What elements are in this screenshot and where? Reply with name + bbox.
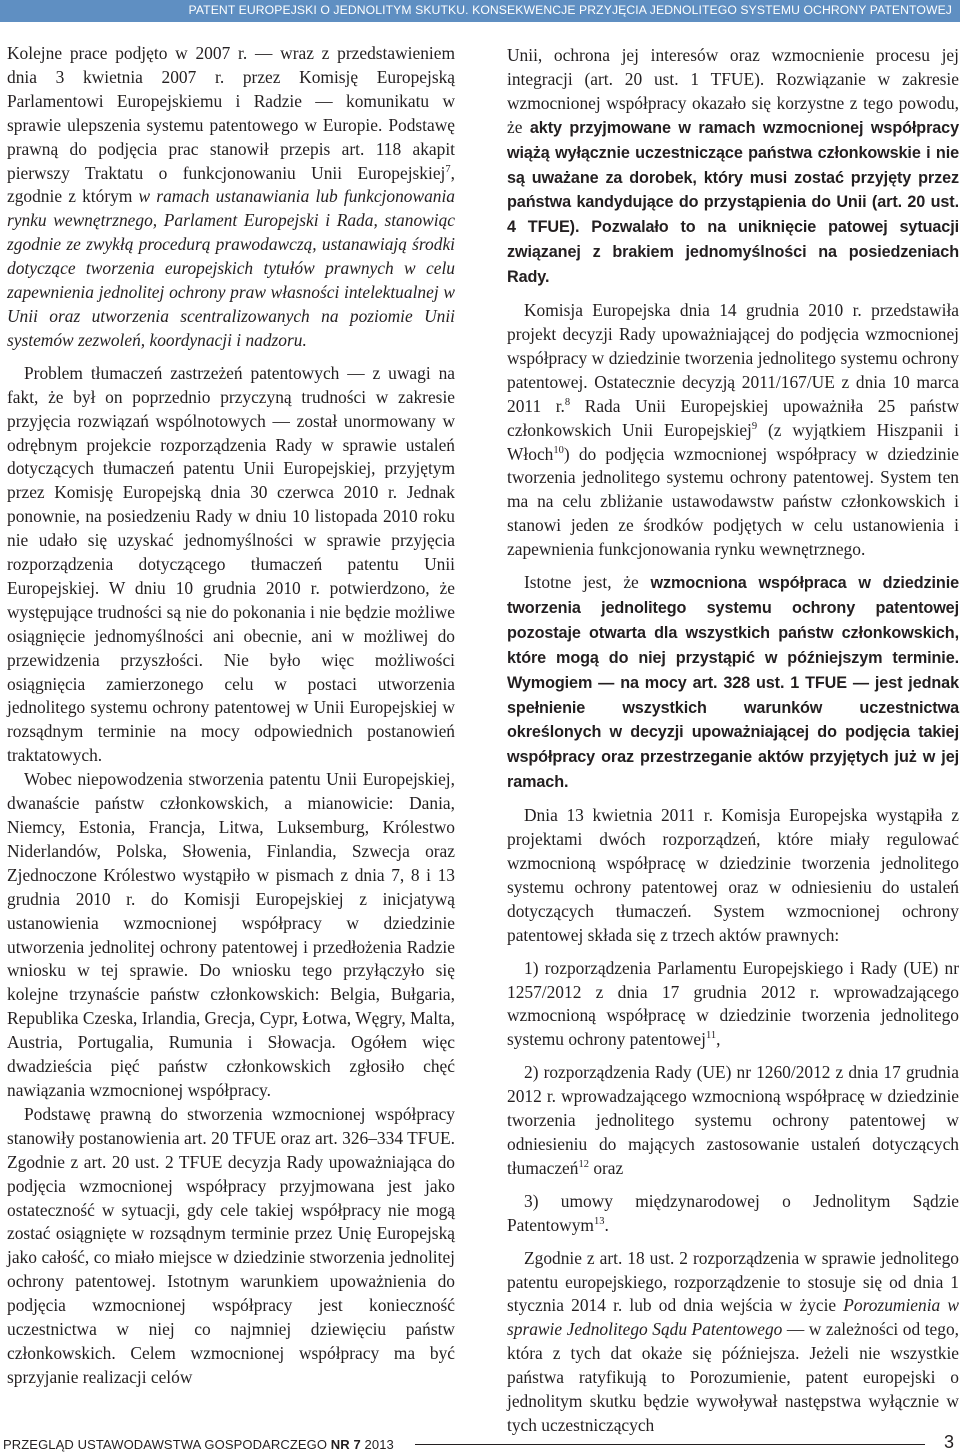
footnote-ref: 13 [593,1215,605,1227]
issue-year: 2013 [364,1437,394,1452]
paragraph: Problem tłumaczeń zastrzeżeń patentowych — z uwagi na fakt, że był on poprzednio przyczyną trudności w zakresie przyjęcia rozwiązań wspólnotowych — został unormowany w odrębnym projekcie rozporządzenia Rady w sprawie ustaleń dotyczących tłumaczeń patentu Unii Europejskiej, przyjętym przez Komisję Europejską dnia 30 czerwca 2010 r. Jednak ponownie, na posiedzeniu Rady w dniu 10 listopada 2010 roku nie udało się uzyskać jednomyślności w sprawie przyjęcia rozporządzenia dotyczącego tłumaczeń patentu Unii Europejskiej. W dniu 10 grudnia 2010 r. potwierdzono, że występujące trudności są nie do pokonania i nie będzie możliwe osiągnięcie jednomyślności ani obecnie, ani w możliwej do przewidzenia przyszłości. Nie było więc możliwości osiągnięcia zamierzonego celu w postaci utworzenia jednolitego systemu ochrony patentowej w Unii Europejskiej w rozsądnym terminie na mocy odpowiednich postanowień traktatowych. [7,362,455,766]
paragraph: Dnia 13 kwietnia 2011 r. Komisja Europejska wystąpiła z projektami dwóch rozporządzeń, które miały regulować wzmocnioną współpracę w dziedzinie tworzenia jednolitego systemu ochrony patentowej oraz w odniesieniu do ustaleń dotyczących tłumaczeń. System wzmocnionej ochrony patentowej składa się z trzech aktów prawnych: [507,805,959,945]
issue-number: NR 7 [330,1437,361,1452]
page-number: 3 [943,1432,954,1452]
footnote-ref: 10 [553,444,564,456]
paragraph: Zgodnie z art. 18 ust. 2 rozporządzenia w sprawie jednolitego patentu europejskiego, rozporządzenie to stosuje się od dnia 1 stycznia 2014 r. lub od dnia wejścia w życie Porozumienia w sprawie Jednolitego Sądu Patentowego — w zależności od tego, która z tych dat okaże się późniejsza. Jeżeli nie wszystkie państwa ratyfikują to Porozumienie, patent europejski o jednolitym skutku będzie wywoływał następstwa wyłącznie w tych uczestniczących [507,1247,959,1435]
footnote-ref: 12 [578,1158,589,1170]
paragraph: Kolejne prace podjęto w 2007 r. — wraz z przedstawieniem dnia 3 kwietnia 2007 r. przez Komisję Europejską Parlamentowi Europejskiemu i Radzie — komunikatu w sprawie ulepszenia systemu patentowego w Europie. Podstawę prawną do podjęcia prac stanowił przepis art. 118 akapit pierwszy Traktatu o funkcjonowaniu Unii Europejskiej$^7$, zgodnie z którym w ramach ustanawiania lub funkcjonowania rynku wewnętrznego, Parlament Europejski i Rada, stanowiąc zgodnie ze zwykłą procedurą prawodawczą, ustanawiają środki dotyczące tworzenia europejskich tytułów prawnych w celu zapewnienia jednolitej ochrony praw własności intelektualnej w Unii oraz utworzenia scentralizowanych na poziomie Unii systemów zezwoleń, koordynacji i nadzoru. [7,43,455,350]
list-item: 3) umowy międzynarodowej o Jednolitym Sądzie Patentowym$^{13}$. [507,1190,959,1235]
running-header-bar [0,0,960,22]
paragraph: Istotne jest, że wzmocniona współpraca w dziedzinie tworzenia jednolitego systemu ochrony patentowej pozostaje otwarta dla wszystkich państw członkowskich, które mogą do niej przystąpić w późniejszym terminie. Wymogiem — na mocy art. 328 ust. 1 TFUE — jest jednak spełnienie wszystkich warunków uczestnictwa określonych w decyzji upoważniającej do podjęcia takiej współpracy oraz przestrzeganie aktów przyjętych już w jej ramach. [507,572,960,792]
journal-name: PRZEGLĄD USTAWODAWSTWA GOSPODARCZEGO [3,1437,328,1452]
footnote-ref: 7 [445,163,451,175]
left-column [7,42,455,1390]
paragraph: Unii, ochrona jej interesów oraz wzmocnienie procesu jej integracji (art. 20 ust. 1 TFUE). Rozwiązanie w zakresie wzmocnionej współpracy okazało się korzystne z tego powodu, że akty przyjmowane w ramach wzmocnionej współpracy wiążą wyłącznie uczestniczące państwa członkowskie i nie są uważane za dorobek, który musi zostać przyjęty przez państwa kandydujące do przystąpienia do Unii (art. 20 ust. 4 TFUE). Pozwalało to na uniknięcie patowej sytuacji związanej z brakiem jednomyślności na posiedzeniach Rady. [507,45,959,287]
running-header-title: PATENT EUROPEJSKI O JEDNOLITYM SKUTKU. KONSEKWENCJE PRZYJĘCIA JEDNOLITEGO SYSTEMU OCHRONY PATENTOWEJ [188,3,952,17]
footnote-ref: 11 [705,1030,717,1042]
right-column [507,44,959,1438]
footer-divider [415,1444,925,1445]
footnote-ref: 8 [564,396,571,408]
paragraph: Wobec niepowodzenia stworzenia patentu Unii Europejskiej, dwanaście państw członkowskich, a mianowicie: Dania, Niemcy, Estonia, Francja, Litwa, Luksemburg, Królestwo Niderlandów, Polska, Słowenia, Finlandia, Szwecja oraz Zjednoczone Królestwo wystąpiło w pismach z dnia 7, 8 i 13 grudnia 2010 r. do Komisji Europejskiej z inicjatywą ustanowienia wzmocnionej współpracy w dziedzinie utworzenia jednolitej ochrony patentowej i przedłożenia Radzie wniosku w tej sprawie. Do wniosku tego przyłączyło się kolejne trzynaście państw członkowskich: Belgia, Bułgaria, Republika Czeska, Irlandia, Grecja, Cypr, Łotwa, Węgry, Malta, Austria, Portugalia, Rumunia i Słowacja. Ogółem więc dwadzieścia pięć państw członkowskich zgłosiło chęć nawiązania wzmocnionej współpracy. [7,769,455,1100]
footer-journal [3,1437,394,1452]
paragraph: Komisja Europejska dnia 14 grudnia 2010 r. przedstawiła projekt decyzji Rady upoważniającej do podjęcia wzmocnionej współpracy w dziedzinie tworzenia jednolitego systemu ochrony patentowej. Ostatecznie decyzją 2011/167/UE z dnia 10 marca 2011 r.$^8$ Rada Unii Europejskiej upoważniła 25 państw członkowskich Unii Europejskiej$^9$ (z wyjątkiem Hiszpanii i Włoch$^{10}$) do podjęcia wzmocnionej współpracy w dziedzinie tworzenia jednolitego systemu ochrony patentowej. System ten ma na celu zbliżanie ustawodawstw państw członkowskich i stanowi jeden ze środków podjętych w celu ustanowienia i zapewnienia funkcjonowania rynku wewnętrznego. [507,300,959,560]
list-item: 1) rozporządzenia Parlamentu Europejskiego i Rady (UE) nr 1257/2012 z dnia 17 grudnia 2012 r. wprowadzającego wzmocnioną współpracę w dziedzinie tworzenia jednolitego systemu ochrony patentowej$^{11}$, [507,957,959,1050]
list-item: 2) rozporządzenia Rady (UE) nr 1260/2012 z dnia 17 grudnia 2012 r. wprowadzającego wzmocnioną współpracę w dziedzinie tworzenia jednolitego systemu ochrony patentowej w odniesieniu do mających zastosowanie ustaleń dotyczących tłumaczeń$^{12}$ oraz [507,1062,959,1178]
footnote-ref: 9 [751,420,758,432]
paragraph: Podstawę prawną do stworzenia wzmocnionej współpracy stanowiły postanowienia art. 20 TFUE oraz art. 326–334 TFUE. Zgodnie z art. 20 ust. 2 TFUE decyzja Rady upoważniająca do podjęcia wzmocnionej współpracy przyjmowana jest jako ostateczność w sytuacji, gdy cele takiej współpracy nie mogą zostać osiągnięte w rozsądnym terminie przez Unię Europejską jako całość, co miało miejsce w dziedzinie stworzenia jednolitej ochrony patentowej. Istotnym warunkiem upoważnienia do podjęcia wzmocnionej współpracy jest konieczność uczestnictwa w niej co najmniej dziewięciu państw członkowskich. Celem wzmocnionej współpracy ma być sprzyjanie realizacji celów [7,1103,455,1387]
